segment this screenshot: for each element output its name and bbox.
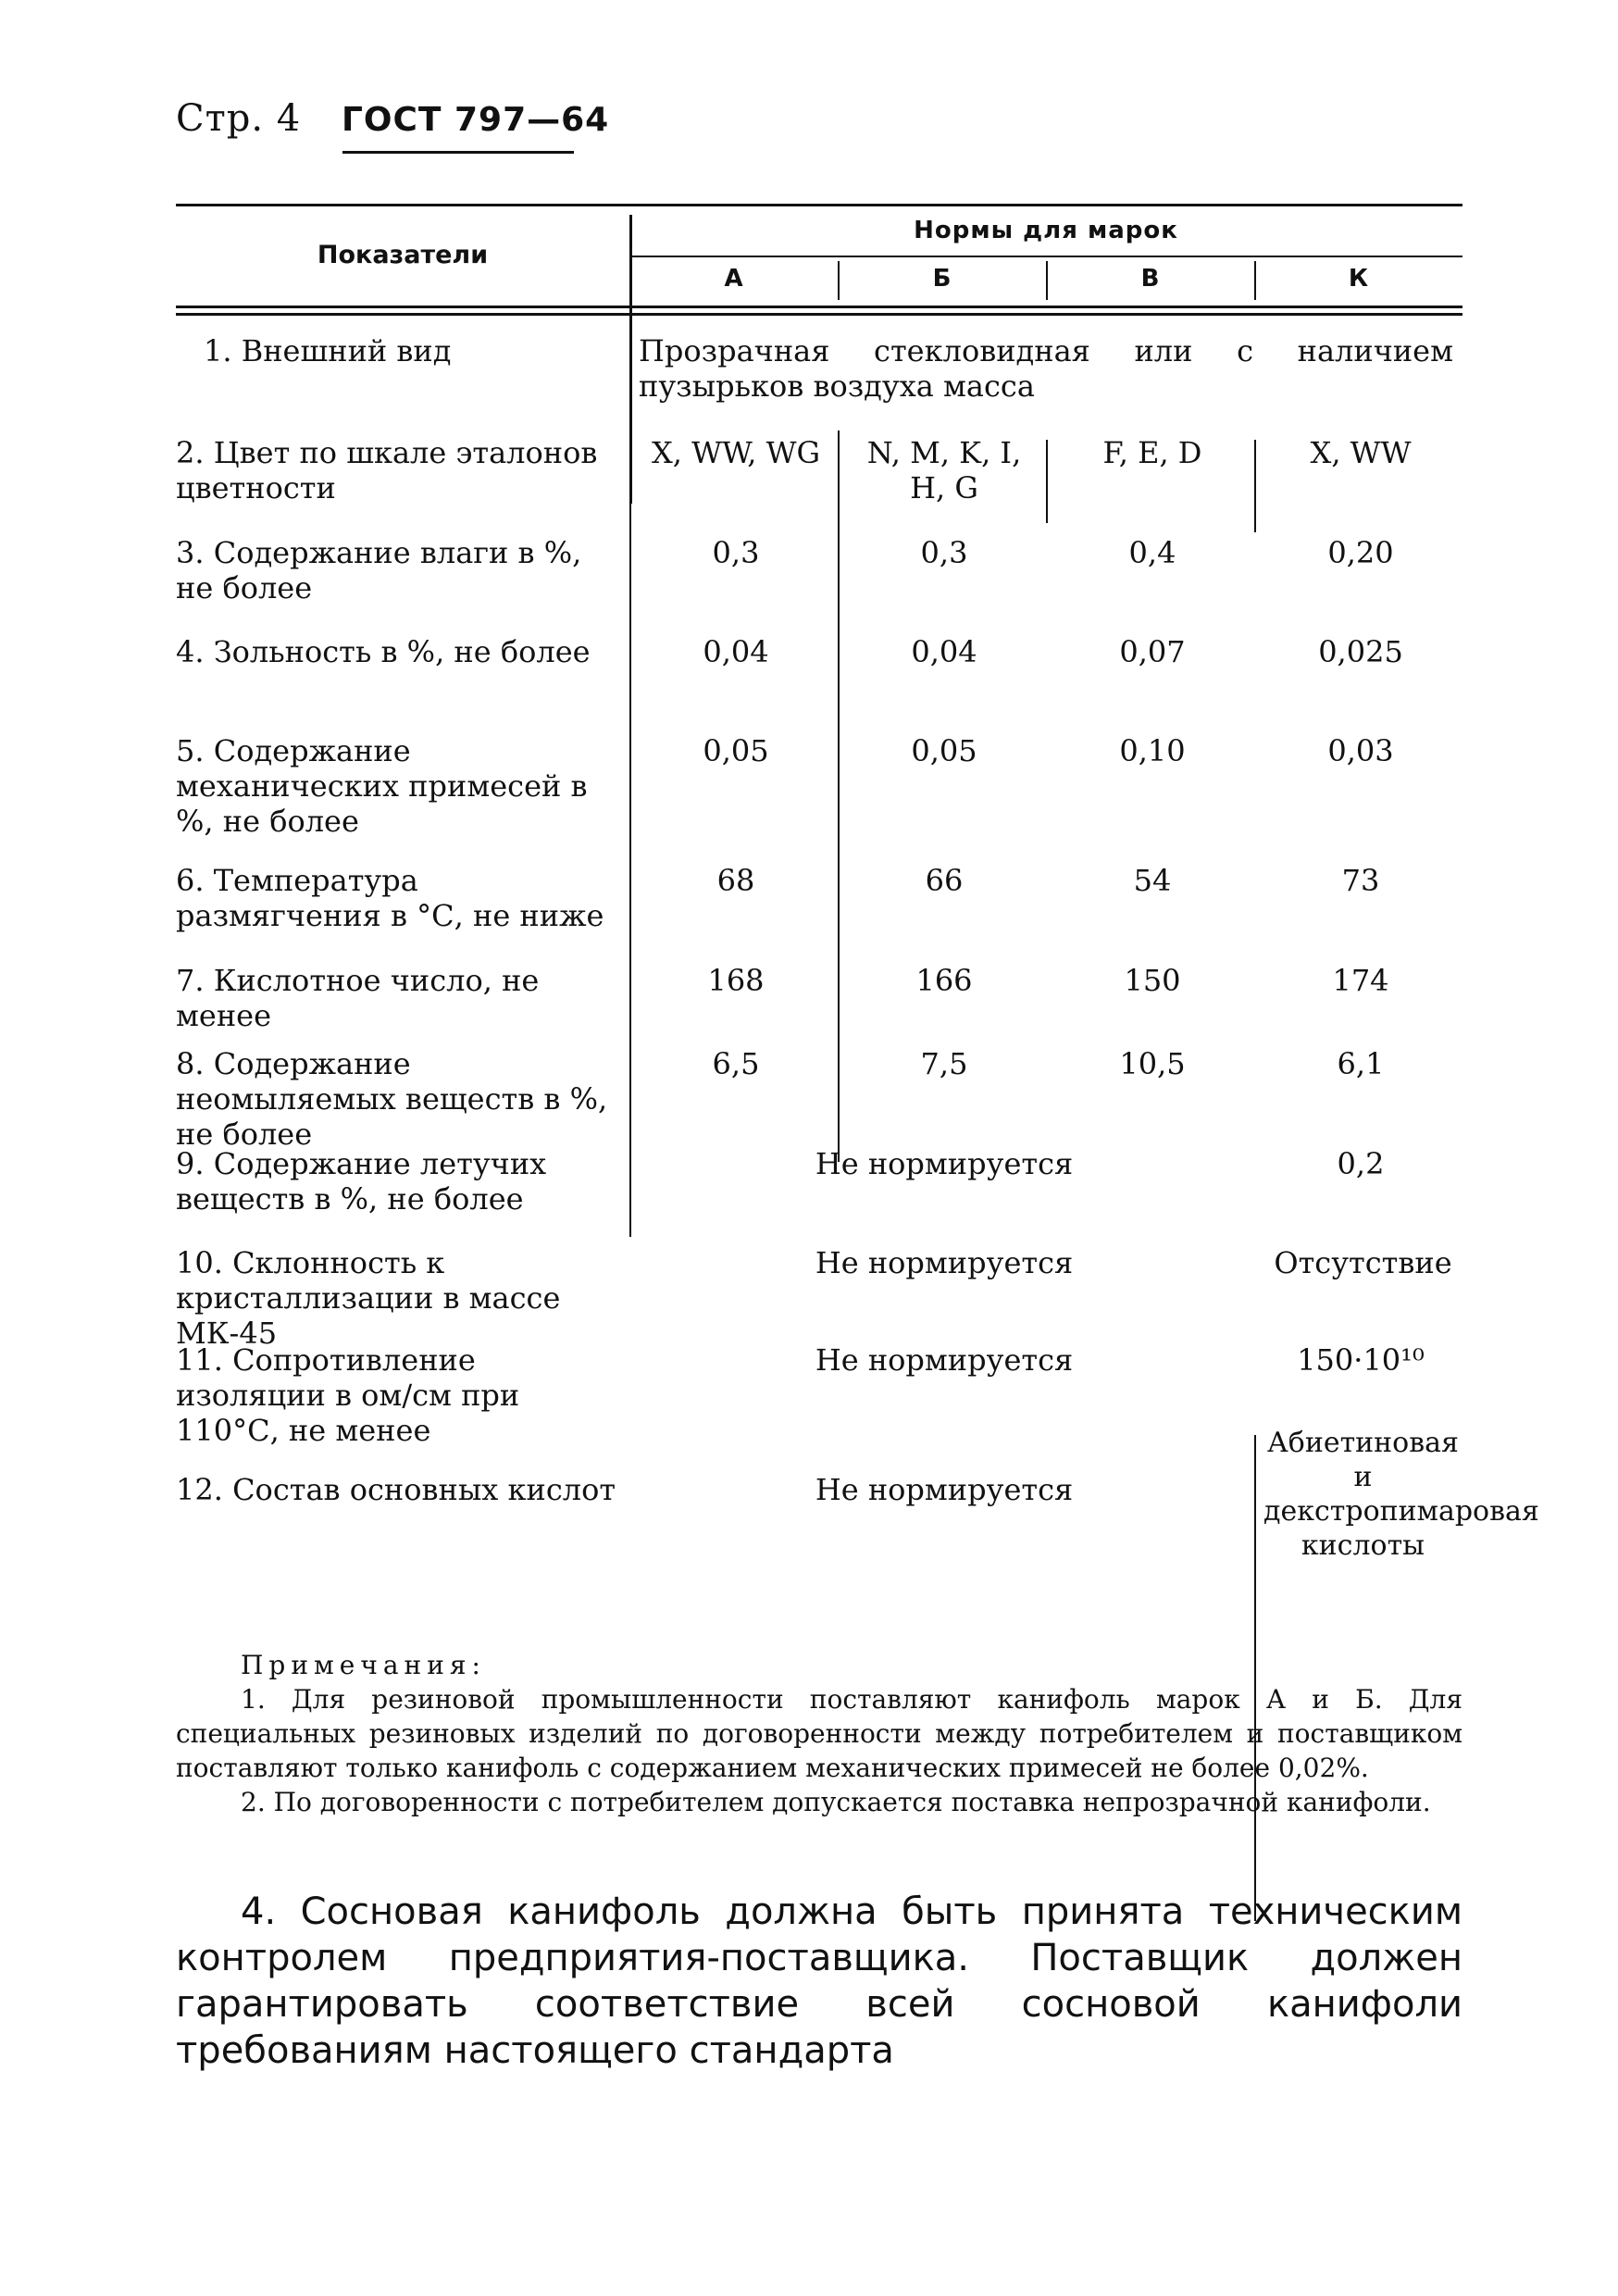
cell-k: 73 (1341, 863, 1380, 898)
cell-b: N, M, K, I, H, G (866, 435, 1022, 505)
cell-a: 168 (707, 963, 765, 998)
standard-number: ГОСТ 797—64 (341, 101, 610, 139)
row-span-value: Не нормируется (815, 1342, 1074, 1378)
row-label: 7. Кислотное число, не менее (176, 963, 540, 1033)
row-span-value: Не нормируется (815, 1472, 1074, 1507)
row-span-value: Не нормируется (815, 1146, 1074, 1181)
cell-a: 0,04 (703, 634, 769, 669)
row-label-text: 2. Цвет по шкале эталонов цветности (176, 435, 598, 505)
cell-k: Абиетиновая и декстропимаровая кислоты (1263, 1427, 1539, 1562)
cell-b: 0,05 (911, 733, 977, 768)
column-header-a: А (724, 265, 743, 293)
cell-k: 0,025 (1318, 634, 1403, 669)
column-separator (1046, 440, 1048, 523)
column-separator (838, 430, 840, 1162)
header-subrule (629, 256, 1462, 257)
cell-a: 68 (716, 863, 755, 898)
row-span-value: Прозрачная стекловидная или с наличием пузырьков воздуха масса (639, 333, 1453, 404)
header-underline (342, 151, 574, 154)
cell-b: 0,3 (920, 535, 968, 570)
column-separator (1254, 440, 1256, 532)
cell-b: 7,5 (920, 1046, 968, 1081)
cell-v: 54 (1133, 863, 1172, 898)
cell-b: 0,04 (911, 634, 977, 669)
page-number: Стр. 4 (176, 97, 302, 140)
indicator-header: Показатели (317, 241, 489, 269)
label-value-divider (629, 320, 631, 1237)
cell-k: 6,1 (1337, 1046, 1385, 1081)
cell-a: 6,5 (712, 1046, 760, 1081)
column-header-b: Б (932, 265, 952, 293)
cell-v: 0,07 (1119, 634, 1186, 669)
grade-group-header: Нормы для марок (914, 217, 1178, 244)
cell-v: 0,4 (1128, 535, 1176, 570)
notes-section (176, 1648, 1462, 1819)
cell-k: Отсутствие (1274, 1245, 1452, 1280)
cell-k: 0,2 (1337, 1146, 1385, 1181)
row-label: 12. Состав основных кислот (176, 1472, 616, 1507)
row-label (176, 435, 620, 505)
cell-a: 0,05 (703, 733, 769, 768)
column-header-v: В (1140, 265, 1160, 293)
row-label: 10. Склонность к кристаллизации в массе МК-45 (176, 1245, 561, 1351)
cell-b: 166 (915, 963, 973, 998)
cell-v: 0,10 (1119, 733, 1186, 768)
row-label: 1. Внешний вид (204, 333, 452, 368)
note-item: 2. По договоренности с потребителем допускается поставка непрозрачной канифоли. (241, 1787, 1431, 1817)
row-label: 9. Содержание летучих веществ в %, не более (176, 1146, 547, 1217)
row-label: 11. Сопротивление изоляции в ом/см при 110°С, не менее (176, 1342, 520, 1448)
row-label: 5. Содержание механических примесей в %, не более (176, 733, 588, 839)
row-label: 6. Температура размягчения в °С, не ниже (176, 863, 604, 933)
cell-k: X, WW (1310, 435, 1412, 470)
cell-a: X, WW, WG (651, 435, 821, 470)
cell-v: 10,5 (1119, 1046, 1186, 1081)
table-top-rule (176, 204, 1462, 206)
cell-b: 66 (925, 863, 964, 898)
row-span-value: Не нормируется (815, 1245, 1074, 1280)
cell-k: 150·10¹⁰ (1297, 1342, 1425, 1378)
cell-k: 0,03 (1327, 733, 1394, 768)
row-label: 4. Зольность в %, не более (176, 634, 591, 669)
column-header-k: К (1348, 265, 1369, 293)
row-label: 3. Содержание влаги в %, не более (176, 535, 582, 605)
cell-k: 174 (1332, 963, 1389, 998)
cell-k: 0,20 (1327, 535, 1394, 570)
header-bottom-rule (176, 306, 1462, 308)
note-item: 1. Для резиновой промышленности поставляют канифоль марок А и Б. Для специальных резиновых изделий по договоренности между потребителем и поставщиком поставляют только канифоль с содержанием механических примесей не более 0,02%. (176, 1684, 1462, 1783)
header-bottom-rule (176, 313, 1462, 316)
page-header (176, 97, 609, 140)
row-label: 8. Содержание неомыляемых веществ в %, не более (176, 1046, 608, 1152)
cell-v: F, E, D (1102, 435, 1202, 470)
section-paragraph: 4. Сосновая канифоль должна быть принята техническим контролем предприятия-поставщика. Поставщик должен гарантировать соответствие всей сосновой канифоли требованиям настоящего стандарта (176, 1890, 1462, 2072)
cell-a: 0,3 (712, 535, 760, 570)
notes-title: Примечания: (241, 1650, 486, 1680)
cell-v: 150 (1124, 963, 1181, 998)
